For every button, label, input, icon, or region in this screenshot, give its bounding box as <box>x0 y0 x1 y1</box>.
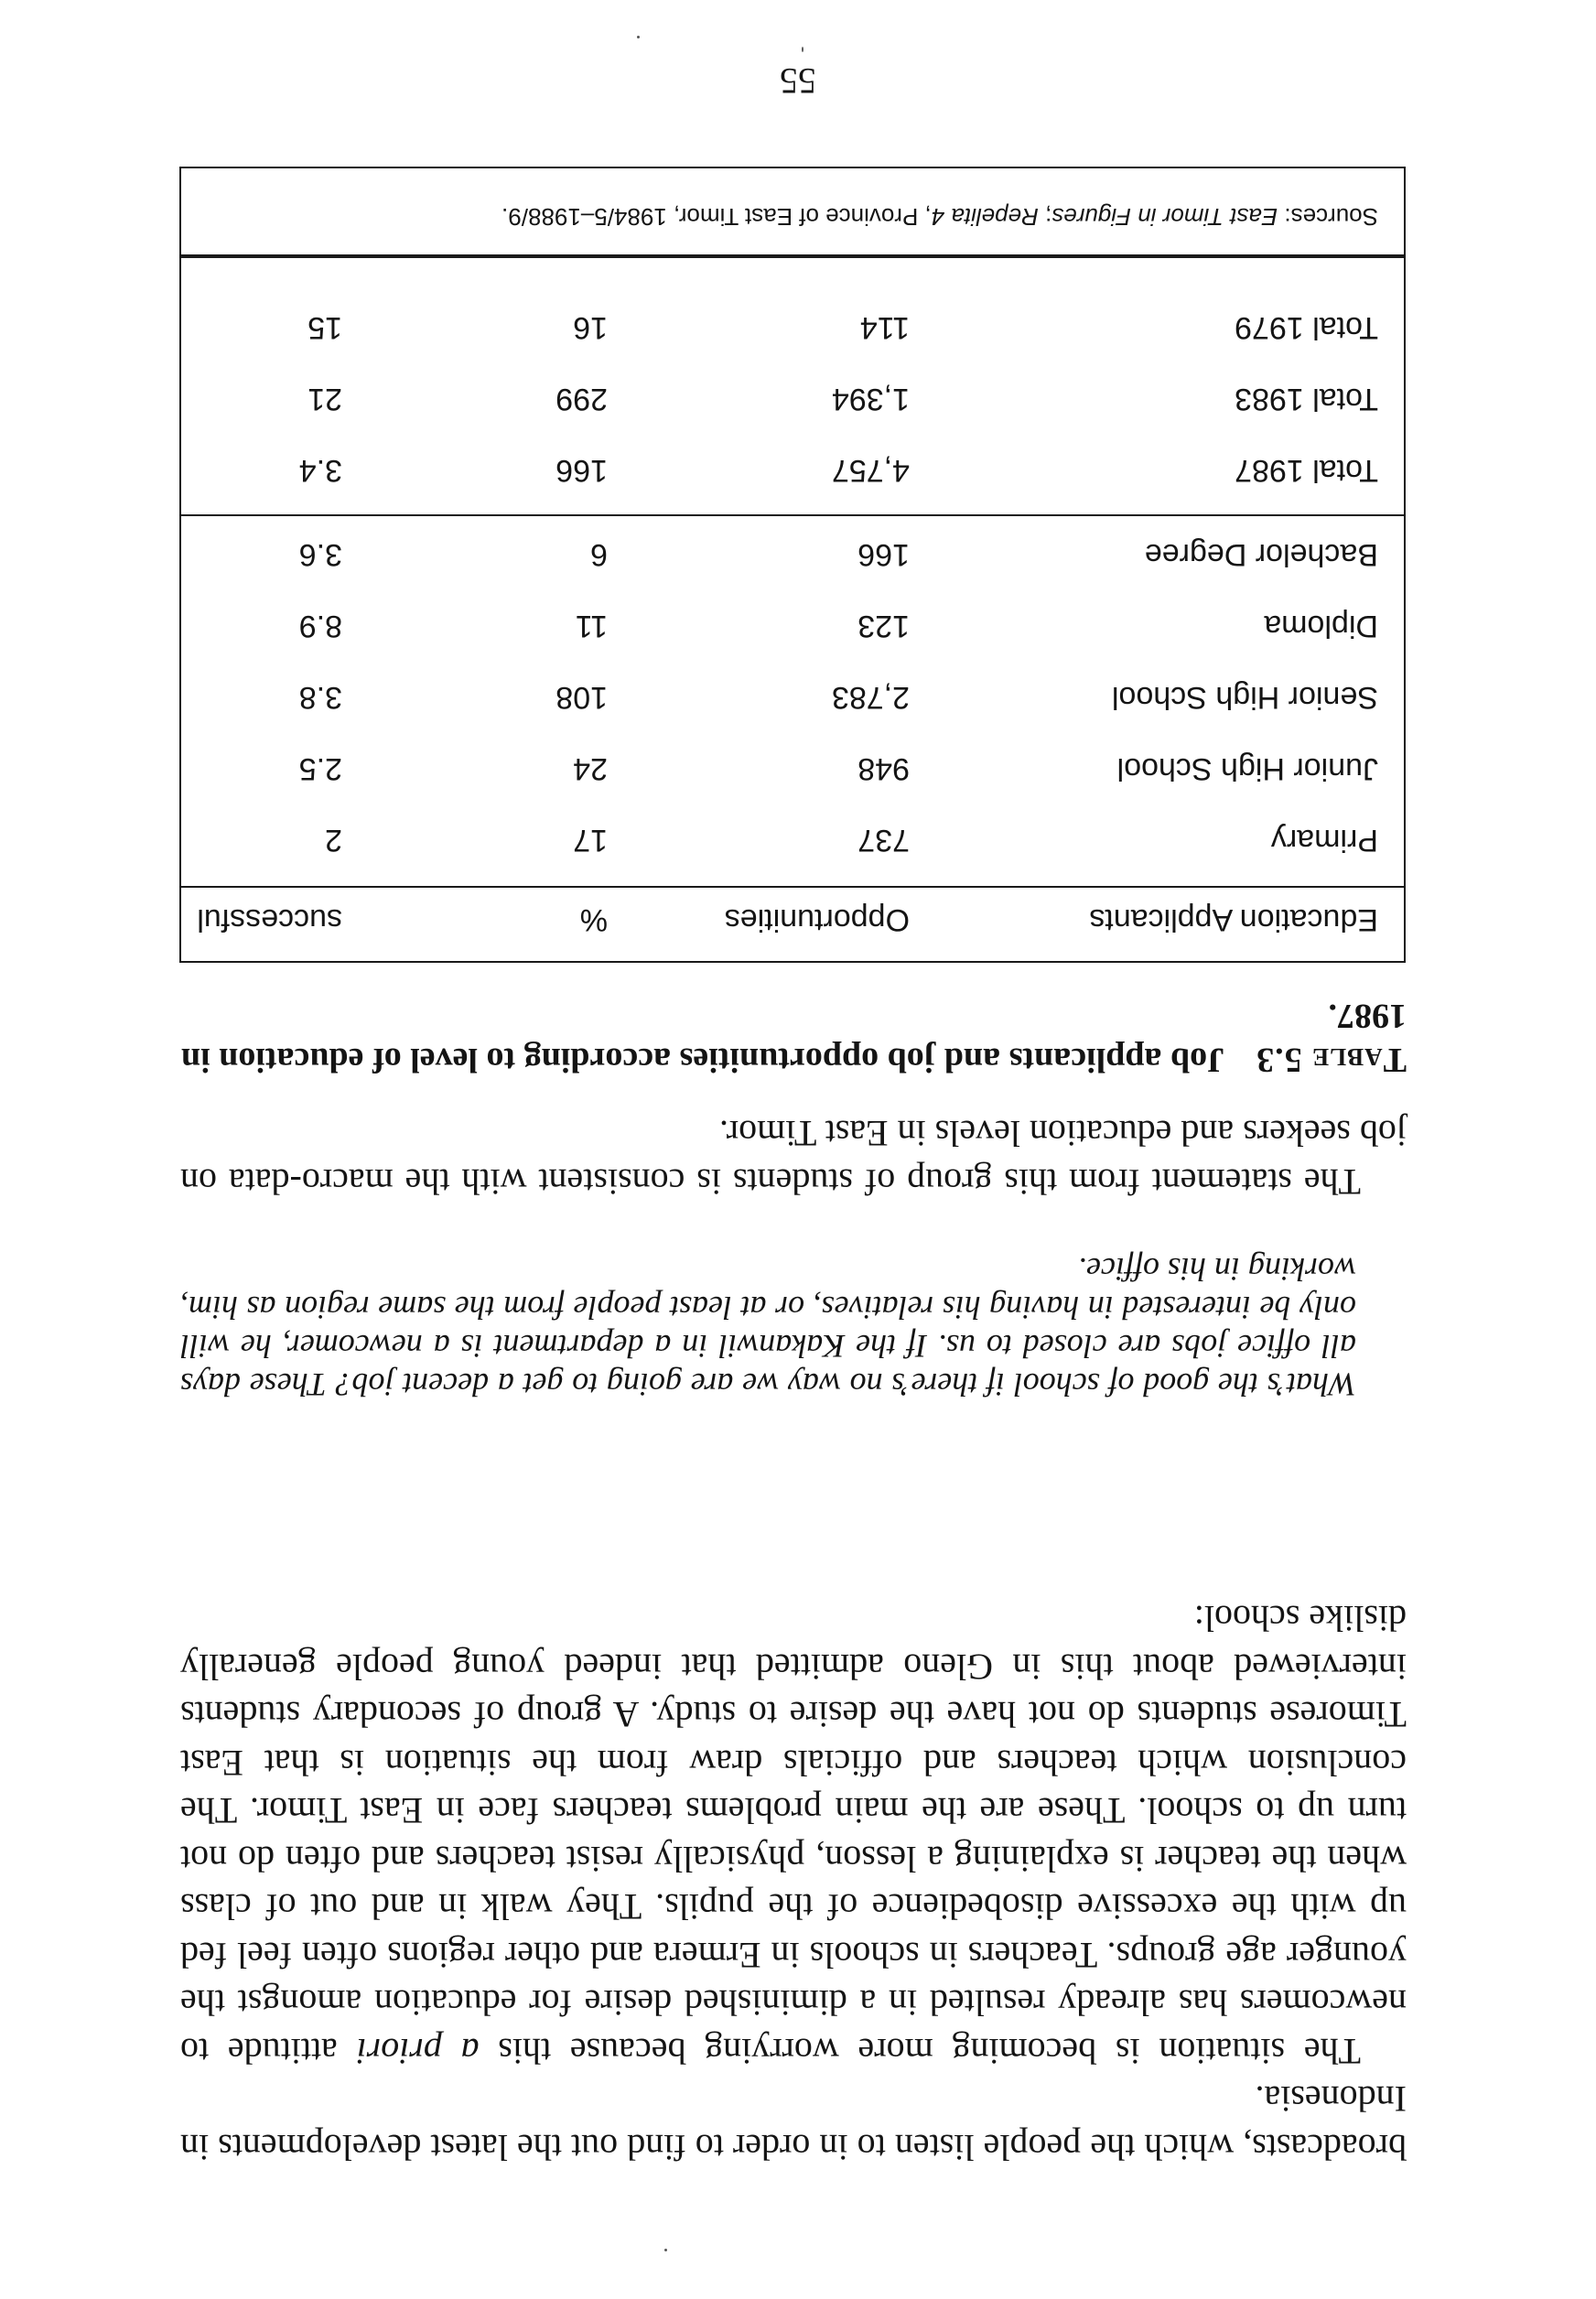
table-cell-opportunities: 17 <box>573 823 608 858</box>
scan-speck <box>664 2249 667 2251</box>
paragraph-situation-rest: attitude to newcomers has already resulted in a diminished desire for education amongst the younger age groups. Teachers in schools in Ermera and other regions often feel fed up with the excessive disobedience of the pupils. They walk in and out of class when the teacher is explaining a lesson, physically resist teachers and often do not turn up to school. These are the main problems teachers face in East Timor. The conclusion which teachers and officials draw from the situation is that East Timorese students do not have the desire to study. A group of secondary students interviewed about this in Gleno admitted that indeed young people generally dislike school: <box>179 1598 1407 2072</box>
table-row-label: Diploma <box>1264 609 1378 643</box>
sources-rest: , Province of East Timor, 1984/5–1988/9. <box>501 203 932 231</box>
table-cell-applicants: 737 <box>857 823 910 858</box>
totals-cell-opportunities: 166 <box>555 453 608 488</box>
table-sources <box>501 202 1378 231</box>
totals-cell-percent: 15 <box>307 310 342 345</box>
scan-speck <box>802 47 803 52</box>
sources-separator: ; <box>1038 203 1052 231</box>
table-row-label: Primary <box>1270 823 1378 858</box>
page-number: 55 <box>780 60 816 102</box>
totals-cell-opportunities: 299 <box>555 382 608 416</box>
job-applicants-table <box>179 254 1406 963</box>
student-quote: What’s the good of school if there’s no way we are going to get a decent job? These days all office jobs are closed to us. If the Kakanwil in a department is a newcomer, he will only be interested in having his relatives, or at least people from the same region as him, working in his office. <box>180 1251 1356 1403</box>
sources-box <box>179 167 1406 258</box>
paragraph-situation-start: The situation is becoming more worrying because this <box>479 2031 1361 2072</box>
paragraph-intro: broadcasts, which the people listen to in order to find out the latest developments in Indonesia. <box>180 2078 1407 2168</box>
totals-row-label: Total 1987 <box>1235 453 1378 488</box>
header-education-applicants: Education Applicants <box>1089 902 1378 937</box>
table-label: Table 5.3 <box>1256 1041 1407 1079</box>
table-cell-percent: 3.6 <box>298 537 342 572</box>
table-row-label: Junior High School <box>1116 751 1378 786</box>
sources-title-2: Repelita 4 <box>931 203 1039 231</box>
paragraph-statement: The statement from this group of students is consistent with the macro-data on job seekers and education levels in East Timor. <box>180 1113 1407 1203</box>
totals-cell-percent: 21 <box>307 382 342 416</box>
table-cell-percent: 2 <box>325 823 342 858</box>
paragraph-situation-emphasis: a priori <box>356 2031 480 2072</box>
header-rule <box>181 886 1404 888</box>
totals-cell-percent: 3.4 <box>298 453 342 488</box>
paragraph-situation <box>180 1594 1407 2075</box>
table-cell-opportunities: 11 <box>575 609 608 643</box>
table-cell-percent: 8.9 <box>298 609 342 643</box>
header-percent: % <box>579 902 608 937</box>
totals-cell-applicants: 4,757 <box>831 453 910 488</box>
table-cell-applicants: 123 <box>857 609 910 643</box>
table-cell-opportunities: 24 <box>573 751 608 786</box>
table-cell-applicants: 2,783 <box>831 680 910 715</box>
table-cell-percent: 2.5 <box>298 751 342 786</box>
totals-cell-applicants: 1,394 <box>831 382 910 416</box>
table-cell-applicants: 948 <box>857 751 910 786</box>
table-cell-percent: 3.8 <box>298 680 342 715</box>
table-title: Job applicants and job opportunities according to level of education in 1987. <box>181 997 1407 1079</box>
table-caption <box>180 994 1407 1082</box>
scan-speck <box>637 36 640 38</box>
table-row-label: Senior High School <box>1111 680 1378 715</box>
totals-row-label: Total 1979 <box>1235 310 1378 345</box>
header-successful: successful <box>197 902 342 937</box>
table-cell-applicants: 166 <box>857 537 910 572</box>
header-opportunities: Opportunities <box>724 902 910 937</box>
totals-cell-opportunities: 16 <box>573 310 608 345</box>
table-cell-opportunities: 108 <box>555 680 608 715</box>
sources-label: Sources: <box>1278 203 1378 231</box>
totals-cell-applicants: 114 <box>859 310 910 345</box>
table-cell-opportunities: 6 <box>590 537 608 572</box>
sources-title-1: East Timor in Figures <box>1051 203 1278 231</box>
table-row-label: Bachelor Degree <box>1144 537 1378 572</box>
totals-rule <box>181 514 1404 516</box>
totals-row-label: Total 1983 <box>1235 382 1378 416</box>
